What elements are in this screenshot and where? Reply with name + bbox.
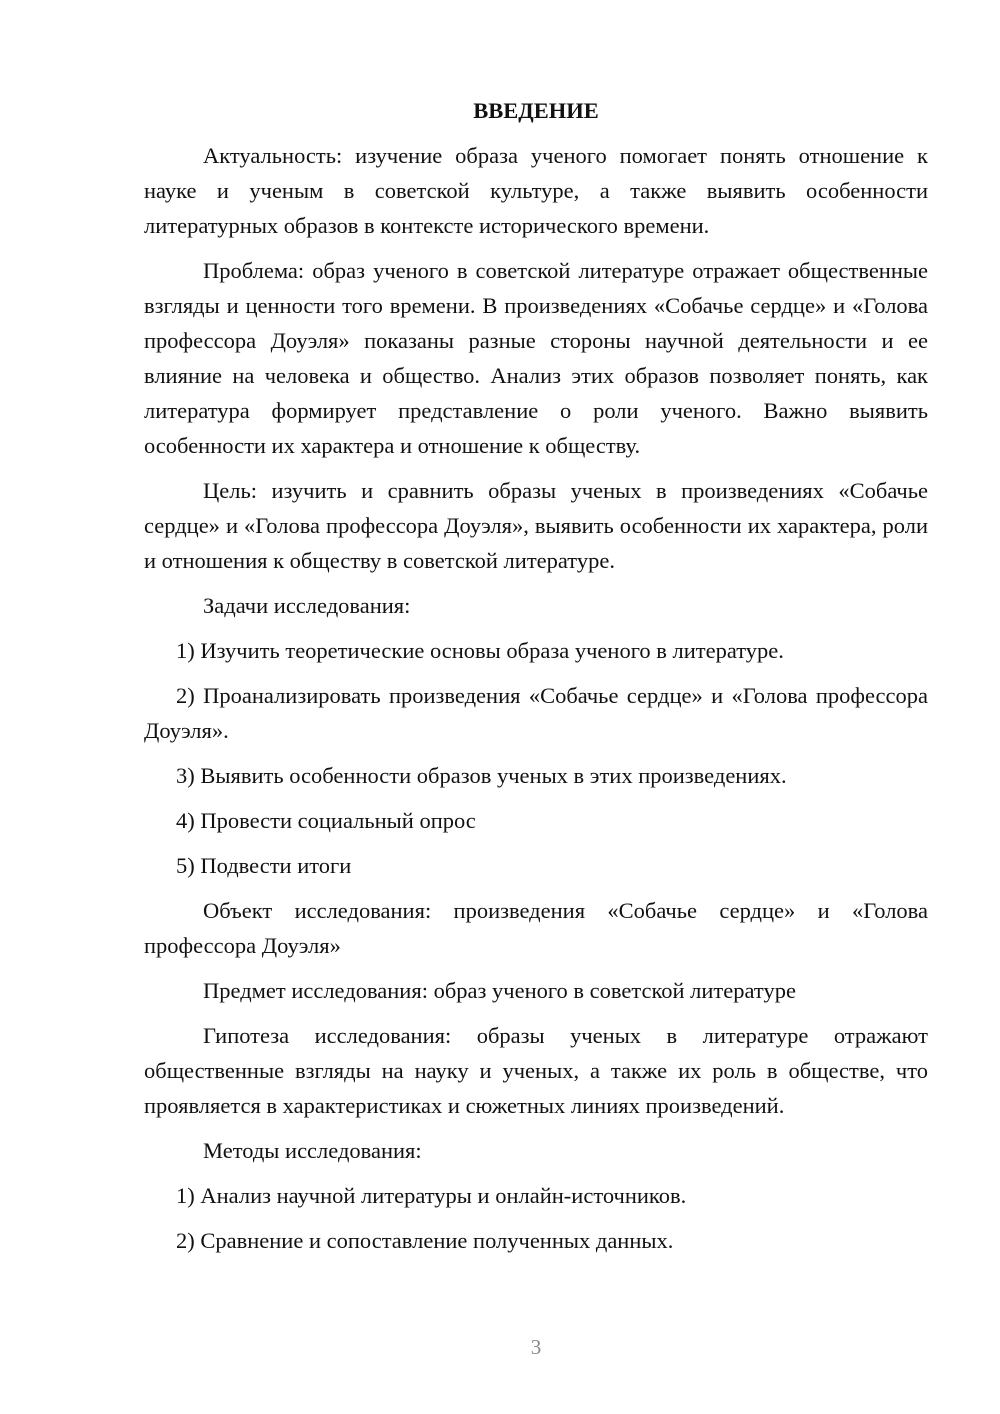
page-number: 3 [530, 1335, 542, 1359]
relevance-paragraph: Актуальность: изучение образа ученого помогает понять отношение к науке и ученым в советской культуре, а также выявить особенности литературных образов в контексте исторического времени. [144, 143, 928, 238]
section-heading: ВВЕДЕНИЕ [473, 98, 599, 123]
goal-paragraph: Цель: изучить и сравнить образы ученых в произведениях «Собачье сердце» и «Голова профессора Доуэля», выявить особенности их характера, роли и отношения к обществу в советской литературе. [144, 478, 928, 573]
method-item-1: 1) Анализ научной литературы и онлайн-источников. [176, 1183, 687, 1208]
task-item-1: 1) Изучить теоретические основы образа ученого в литературе. [176, 638, 784, 663]
subject-paragraph: Предмет исследования: образ ученого в советской литературе [203, 978, 796, 1003]
task-item-5: 5) Подвести итоги [176, 853, 352, 878]
task-item-3: 3) Выявить особенности образов ученых в этих произведениях. [176, 763, 787, 788]
task-item-2: 2) Проанализировать произведения «Собачье сердце» и «Голова профессора Доуэля». [144, 683, 928, 743]
hypothesis-paragraph: Гипотеза исследования: образы ученых в литературе отражают общественные взгляды на науку и ученых, а также их роль в обществе, что проявляется в характеристиках и сюжетных линиях произведений. [144, 1023, 928, 1118]
problem-paragraph: Проблема: образ ученого в советской литературе отражает общественные взгляды и ценности того времени. В произведениях «Собачье сердце» и «Голова профессора Доуэля» показаны разные стороны научной деятельности и ее влияние на человека и общество. Анализ этих образов позволяет понять, как литература формирует представление о роли ученого. Важно выявить особенности их характера и отношение к обществу. [144, 258, 928, 458]
method-item-2: 2) Сравнение и сопоставление полученных данных. [176, 1228, 674, 1253]
task-item-4: 4) Провести социальный опрос [176, 808, 476, 833]
object-paragraph: Объект исследования: произведения «Собачье сердце» и «Голова профессора Доуэля» [144, 898, 928, 958]
page-body [144, 96, 928, 1268]
tasks-title: Задачи исследования: [203, 593, 411, 618]
methods-title: Методы исследования: [203, 1138, 422, 1163]
